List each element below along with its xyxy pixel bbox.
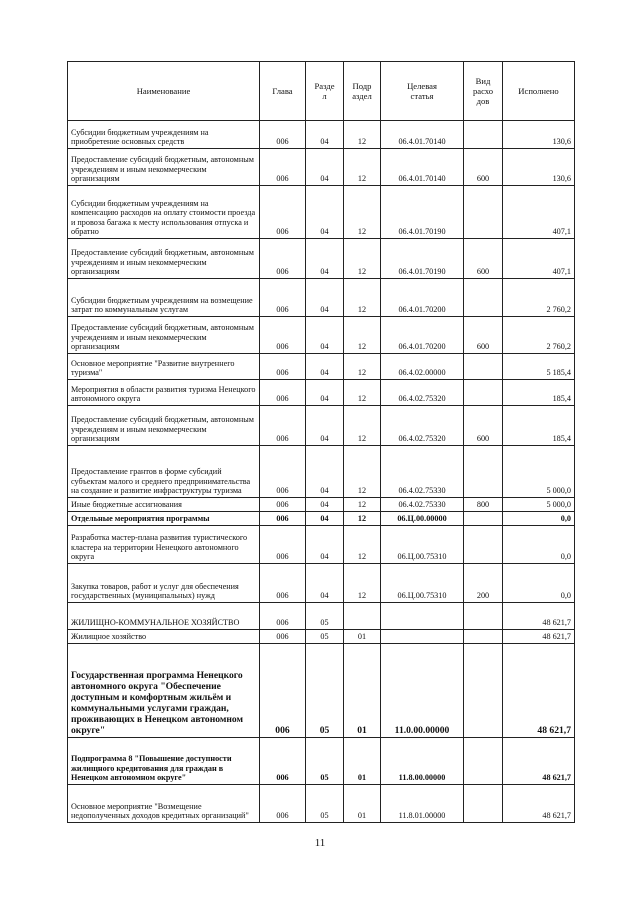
cell-subsection: 12 <box>344 354 381 380</box>
cell-target-article: 06.4.02.75330 <box>381 446 464 498</box>
cell-chapter: 006 <box>260 406 306 446</box>
cell-subsection: 12 <box>344 380 381 406</box>
cell-executed: 130,6 <box>503 121 575 149</box>
cell-target-article: 06.4.01.70140 <box>381 121 464 149</box>
cell-target-article <box>381 603 464 630</box>
cell-section: 04 <box>306 121 344 149</box>
cell-section: 04 <box>306 186 344 239</box>
cell-chapter: 006 <box>260 239 306 279</box>
table-row <box>68 121 575 149</box>
cell-name: Жилищное хозяйство <box>68 630 260 644</box>
cell-chapter: 006 <box>260 121 306 149</box>
cell-name: Субсидии бюджетным учреждениям на приобретение основных средств <box>68 121 260 149</box>
table-row <box>68 630 575 644</box>
cell-subsection: 12 <box>344 564 381 603</box>
cell-expense-type <box>464 630 503 644</box>
cell-chapter: 006 <box>260 149 306 186</box>
cell-chapter: 006 <box>260 644 306 738</box>
cell-executed: 5 000,0 <box>503 498 575 512</box>
cell-chapter: 006 <box>260 630 306 644</box>
cell-executed: 130,6 <box>503 149 575 186</box>
cell-name: Предоставление субсидий бюджетным, автономным учреждениям и иным некоммерческим организациям <box>68 239 260 279</box>
cell-name: Разработка мастер-плана развития туристического кластера на территории Ненецкого автономного округа <box>68 526 260 564</box>
cell-chapter: 006 <box>260 603 306 630</box>
cell-subsection: 01 <box>344 644 381 738</box>
cell-expense-type <box>464 446 503 498</box>
cell-executed: 407,1 <box>503 186 575 239</box>
cell-expense-type: 600 <box>464 317 503 354</box>
cell-section: 04 <box>306 446 344 498</box>
table-row <box>68 785 575 823</box>
cell-subsection: 12 <box>344 149 381 186</box>
cell-target-article: 06.Ц.00.75310 <box>381 564 464 603</box>
cell-subsection: 12 <box>344 512 381 526</box>
cell-target-article: 06.4.02.75320 <box>381 406 464 446</box>
header-executed: Исполнено <box>503 62 575 121</box>
cell-section: 04 <box>306 239 344 279</box>
cell-subsection: 12 <box>344 317 381 354</box>
cell-expense-type <box>464 785 503 823</box>
cell-target-article: 06.4.02.75320 <box>381 380 464 406</box>
cell-subsection: 12 <box>344 239 381 279</box>
budget-table <box>67 61 575 823</box>
cell-executed: 5 000,0 <box>503 446 575 498</box>
cell-target-article: 11.0.00.00000 <box>381 644 464 738</box>
cell-expense-type <box>464 186 503 239</box>
table-row <box>68 354 575 380</box>
table-row <box>68 317 575 354</box>
cell-target-article: 06.4.02.75330 <box>381 498 464 512</box>
table-row <box>68 446 575 498</box>
cell-expense-type: 600 <box>464 149 503 186</box>
cell-executed: 5 185,4 <box>503 354 575 380</box>
cell-target-article: 06.Ц.00.75310 <box>381 526 464 564</box>
table-row <box>68 498 575 512</box>
header-name: Наименование <box>68 62 260 121</box>
cell-subsection: 12 <box>344 498 381 512</box>
cell-expense-type <box>464 738 503 785</box>
cell-executed: 2 760,2 <box>503 279 575 317</box>
cell-expense-type: 200 <box>464 564 503 603</box>
cell-section: 04 <box>306 512 344 526</box>
cell-section: 04 <box>306 354 344 380</box>
cell-name: ЖИЛИЩНО-КОММУНАЛЬНОЕ ХОЗЯЙСТВО <box>68 603 260 630</box>
cell-subsection: 12 <box>344 186 381 239</box>
cell-section: 04 <box>306 279 344 317</box>
table-row <box>68 406 575 446</box>
cell-chapter: 006 <box>260 380 306 406</box>
cell-subsection: 01 <box>344 738 381 785</box>
cell-section: 05 <box>306 630 344 644</box>
cell-executed: 0,0 <box>503 512 575 526</box>
cell-subsection: 01 <box>344 630 381 644</box>
cell-subsection: 12 <box>344 406 381 446</box>
table-header-row <box>68 62 575 121</box>
table-row <box>68 380 575 406</box>
cell-name: Предоставление субсидий бюджетным, автономным учреждениям и иным некоммерческим организациям <box>68 149 260 186</box>
cell-expense-type: 800 <box>464 498 503 512</box>
cell-expense-type: 600 <box>464 406 503 446</box>
cell-executed: 2 760,2 <box>503 317 575 354</box>
cell-expense-type <box>464 644 503 738</box>
cell-subsection: 12 <box>344 121 381 149</box>
cell-section: 05 <box>306 603 344 630</box>
cell-section: 04 <box>306 317 344 354</box>
cell-chapter: 006 <box>260 526 306 564</box>
cell-name: Предоставление субсидий бюджетным, автономным учреждениям и иным некоммерческим организациям <box>68 317 260 354</box>
cell-target-article: 06.Ц.00.00000 <box>381 512 464 526</box>
cell-name: Государственная программа Ненецкого автономного округа "Обеспечение доступным и комфортным жильём и коммунальными услугами граждан, проживающих в Ненецком автономном округе" <box>68 644 260 738</box>
cell-name: Отдельные мероприятия программы <box>68 512 260 526</box>
cell-expense-type <box>464 354 503 380</box>
cell-name: Субсидии бюджетным учреждениям на компенсацию расходов на оплату стоимости проезда и провоза багажа к месту использования отпуска и обратно <box>68 186 260 239</box>
table-row <box>68 564 575 603</box>
cell-expense-type <box>464 121 503 149</box>
cell-name: Основное мероприятие "Возмещение недополученных доходов кредитных организаций" <box>68 785 260 823</box>
cell-subsection: 12 <box>344 446 381 498</box>
cell-executed: 0,0 <box>503 526 575 564</box>
cell-executed: 48 621,7 <box>503 644 575 738</box>
header-chapter: Глава <box>260 62 306 121</box>
cell-chapter: 006 <box>260 785 306 823</box>
cell-target-article: 06.4.01.70190 <box>381 239 464 279</box>
cell-name: Закупка товаров, работ и услуг для обеспечения государственных (муниципальных) нужд <box>68 564 260 603</box>
cell-expense-type <box>464 279 503 317</box>
cell-name: Мероприятия в области развития туризма Ненецкого автономного округа <box>68 380 260 406</box>
table-row <box>68 738 575 785</box>
header-expense-type: Вид расхо дов <box>464 62 503 121</box>
cell-expense-type <box>464 603 503 630</box>
cell-expense-type <box>464 526 503 564</box>
table-row <box>68 239 575 279</box>
cell-subsection: 12 <box>344 279 381 317</box>
cell-name: Основное мероприятие "Развитие внутреннего туризма" <box>68 354 260 380</box>
cell-executed: 0,0 <box>503 564 575 603</box>
cell-name: Субсидии бюджетным учреждениям на возмещение затрат по коммунальным услугам <box>68 279 260 317</box>
cell-chapter: 006 <box>260 317 306 354</box>
cell-section: 04 <box>306 564 344 603</box>
cell-target-article: 06.4.01.70200 <box>381 279 464 317</box>
header-subsection: Подр аздел <box>344 62 381 121</box>
cell-name: Предоставление грантов в форме субсидий субъектам малого и среднего предпринимательства на создание и развитие инфраструктуры туризма <box>68 446 260 498</box>
cell-target-article <box>381 630 464 644</box>
cell-executed: 48 621,7 <box>503 603 575 630</box>
cell-target-article: 06.4.01.70200 <box>381 317 464 354</box>
cell-expense-type: 600 <box>464 239 503 279</box>
cell-executed: 48 621,7 <box>503 630 575 644</box>
cell-section: 05 <box>306 738 344 785</box>
header-target-article: Целевая статья <box>381 62 464 121</box>
cell-chapter: 006 <box>260 498 306 512</box>
cell-section: 05 <box>306 785 344 823</box>
page-number: 11 <box>314 837 326 849</box>
cell-chapter: 006 <box>260 354 306 380</box>
cell-executed: 48 621,7 <box>503 785 575 823</box>
cell-chapter: 006 <box>260 186 306 239</box>
cell-target-article: 11.8.01.00000 <box>381 785 464 823</box>
cell-subsection: 12 <box>344 526 381 564</box>
cell-target-article: 06.4.02.00000 <box>381 354 464 380</box>
cell-expense-type <box>464 512 503 526</box>
cell-section: 04 <box>306 149 344 186</box>
header-section: Разде л <box>306 62 344 121</box>
cell-executed: 185,4 <box>503 380 575 406</box>
cell-target-article: 06.4.01.70190 <box>381 186 464 239</box>
cell-executed: 407,1 <box>503 239 575 279</box>
table-row <box>68 603 575 630</box>
cell-section: 04 <box>306 380 344 406</box>
cell-chapter: 006 <box>260 738 306 785</box>
cell-expense-type <box>464 380 503 406</box>
table-row <box>68 526 575 564</box>
cell-target-article: 11.8.00.00000 <box>381 738 464 785</box>
cell-chapter: 006 <box>260 512 306 526</box>
cell-section: 04 <box>306 526 344 564</box>
table-body <box>68 121 575 823</box>
table-row <box>68 186 575 239</box>
cell-section: 04 <box>306 498 344 512</box>
cell-subsection: 01 <box>344 785 381 823</box>
table-row <box>68 279 575 317</box>
cell-name: Иные бюджетные ассигнования <box>68 498 260 512</box>
cell-chapter: 006 <box>260 279 306 317</box>
cell-name: Предоставление субсидий бюджетным, автономным учреждениям и иным некоммерческим организациям <box>68 406 260 446</box>
cell-target-article: 06.4.01.70140 <box>381 149 464 186</box>
cell-executed: 48 621,7 <box>503 738 575 785</box>
table-row <box>68 644 575 738</box>
cell-subsection <box>344 603 381 630</box>
cell-name: Подпрограмма 8 "Повышение доступности жилищного кредитования для граждан в Ненецком автономном округе" <box>68 738 260 785</box>
cell-section: 04 <box>306 406 344 446</box>
cell-chapter: 006 <box>260 446 306 498</box>
cell-section: 05 <box>306 644 344 738</box>
cell-chapter: 006 <box>260 564 306 603</box>
table-row <box>68 149 575 186</box>
table-row <box>68 512 575 526</box>
cell-executed: 185,4 <box>503 406 575 446</box>
